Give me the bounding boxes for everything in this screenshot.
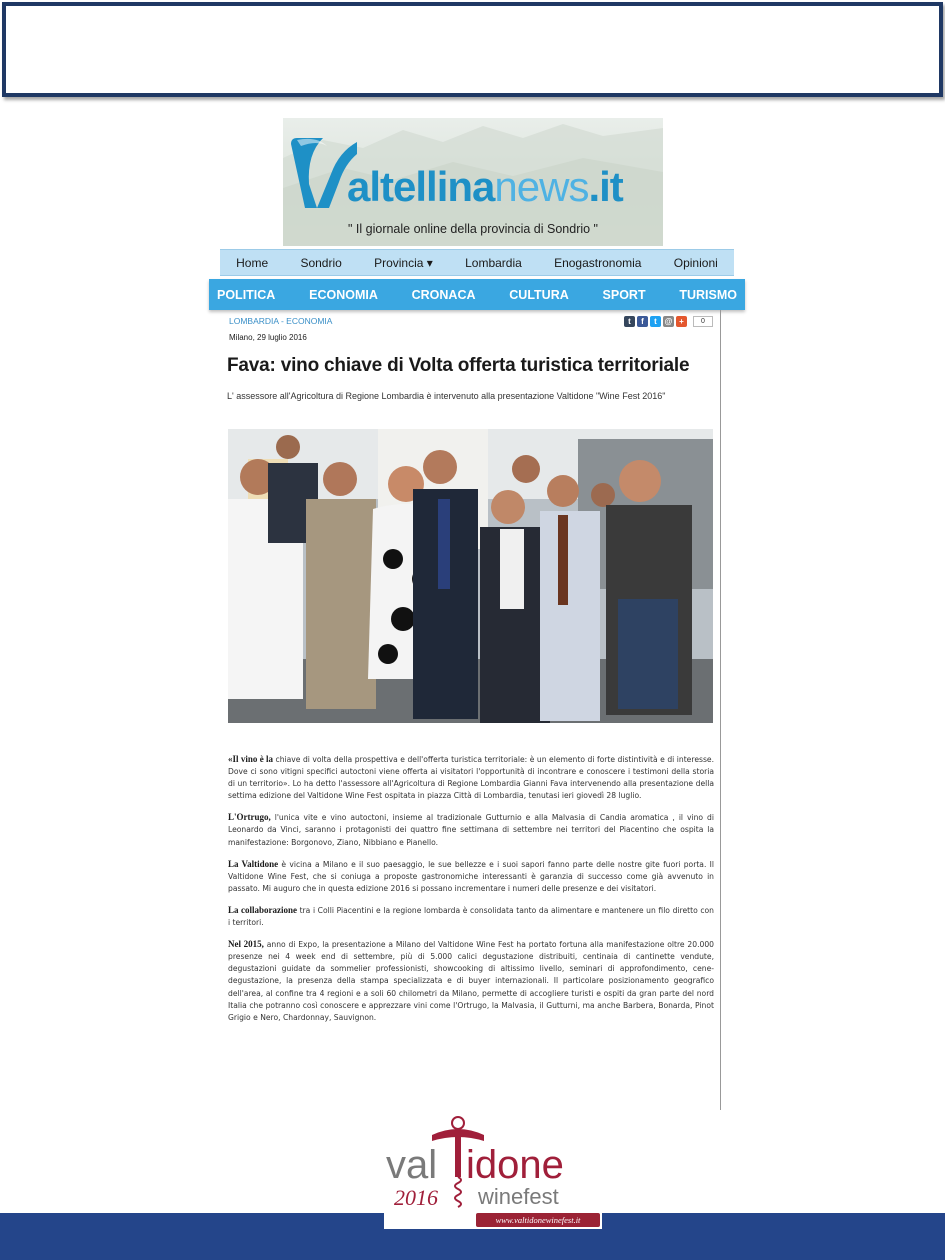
nav-item-provincia[interactable]: Provincia ▾ (374, 255, 433, 270)
section-nav (209, 279, 745, 310)
primary-nav (220, 249, 734, 276)
valtidone-wine-fest-logo[interactable] (384, 1113, 602, 1229)
section-sport[interactable]: SPORT (602, 287, 646, 302)
share-count: 0 (693, 316, 713, 327)
fest-subtitle: winefest (478, 1184, 559, 1209)
share-buttons (624, 316, 713, 327)
fest-word-left: val (386, 1143, 438, 1187)
section-economia[interactable]: ECONOMIA (309, 287, 378, 302)
fest-url-link[interactable]: www.valtidonewinefest.it (476, 1213, 600, 1227)
paragraph-5: Nel 2015, anno di Expo, la presentazione a Milano del Valtidone Wine Fest ha portato fortuna alla manifestazione oltre 20.000 presenze nei 4 week end di settembre, più di 5.000 calici degustazione distribuiti, centinaia di cantinette vendute, degustazioni guidate da sommelier professionisti, showcooking di altissimo livello, seminari di approfondimento, cene-degustazione, la presenza della stampa specializzata e di buyer internazionali. Il particolare posizionamento geografico dell'area, al confine tra 4 regioni e a soli 60 chilometri da Milano, permette di accogliere turisti e ospiti da gran parte del nord Italia che potranno così conoscere e apprezzare vini come l'Ortrugo, la Malvasia, il Gutturni, ma anche Barbera, Bonarda, Pinot Grigio e Nero, Chardonnay, Sauvignon. (228, 939, 715, 1022)
fest-year: 2016 (394, 1185, 438, 1210)
nav-item-enogastronomia[interactable]: Enogastronomia (554, 255, 642, 270)
nav-item-home[interactable]: Home (236, 255, 269, 270)
fest-word-right: idone (466, 1143, 564, 1187)
section-cultura[interactable]: CULTURA (509, 287, 569, 302)
article-column-divider (720, 310, 721, 1110)
article-body (228, 753, 714, 1033)
article-headline: Fava: vino chiave di Volta offerta turistica territoriale (227, 355, 690, 376)
site-header[interactable] (283, 118, 663, 246)
section-politica[interactable]: POLITICA (217, 287, 276, 302)
tumblr-icon[interactable]: t (624, 316, 635, 327)
article-category[interactable]: LOMBARDIA - ECONOMIA (229, 316, 333, 326)
twitter-icon[interactable]: t (650, 316, 661, 327)
site-logo-text: altellinanews.it (347, 163, 623, 210)
top-empty-frame (2, 2, 943, 97)
article-photo (228, 429, 713, 723)
nav-item-opinioni[interactable]: Opinioni (673, 255, 718, 270)
paragraph-2: L'Ortrugo, l'unica vite e vino autoctoni, insieme al tradizionale Gutturnio e alla Malvasia di Candia aromatica , il vino di Leonardo da Vinci, saranno i protagonisti dei quattro fine settimana di settembre nei territori del Piacentino che ospita la manifestazione: Borgonovo, Ziano, Nibbiano e Pianello. (228, 812, 714, 847)
nav-item-lombardia[interactable]: Lombardia (465, 255, 522, 270)
section-turismo[interactable]: TURISMO (679, 287, 737, 302)
article-dateline: Milano, 29 luglio 2016 (229, 333, 307, 342)
group-photo-illustration (228, 429, 713, 723)
facebook-icon[interactable]: f (637, 316, 648, 327)
email-icon[interactable]: @ (664, 317, 673, 326)
paragraph-1: «Il vino è la chiave di volta della prospettiva e dell'offerta turistica territoriale: è un elemento di forte distintività e di interesse. Dove ci sono vitigni specifici autoctoni viene offerta ai visitatori l'opportunità di incontrare e conoscere i testimoni della storia di un territorio». Lo ha detto l'assessore all'Agricoltura di Regione Lombardia Gianni Fava intervenendo alla presentazione della settima edizione del Valtidone Wine Fest ospitata in piazza Città di Lombardia, tenutasi ieri giovedì 28 luglio. (228, 754, 714, 801)
plus-share-icon[interactable]: + (676, 316, 687, 327)
nav-item-sondrio[interactable]: Sondrio (300, 255, 342, 270)
site-tagline: " Il giornale online della provincia di Sondrio " (348, 222, 598, 236)
paragraph-3: La Valtidone è vicina a Milano e il suo paesaggio, le sue bellezze e i suoi sapori fanno parte delle nostre gite fuori porta. Il Valtidone Wine Fest, che si coniuga a proposte gastronomiche interessanti è garanzia di successo come già avvenuto in passato. Mi auguro che in questa edizione 2016 si possano incrementare i numeri delle presenze e dei visitatori. (228, 858, 714, 893)
article-subtitle: L' assessore all'Agricoltura di Regione Lombardia è intervenuto alla presentazione Valtidone "Wine Fest 2016" (227, 391, 666, 401)
paragraph-4: La collaborazione tra i Colli Piacentini e la regione lombarda è consolidata tanto da alimentare e mantenere un filo diretto con i territori. (228, 904, 714, 928)
section-cronaca[interactable]: CRONACA (411, 287, 476, 302)
